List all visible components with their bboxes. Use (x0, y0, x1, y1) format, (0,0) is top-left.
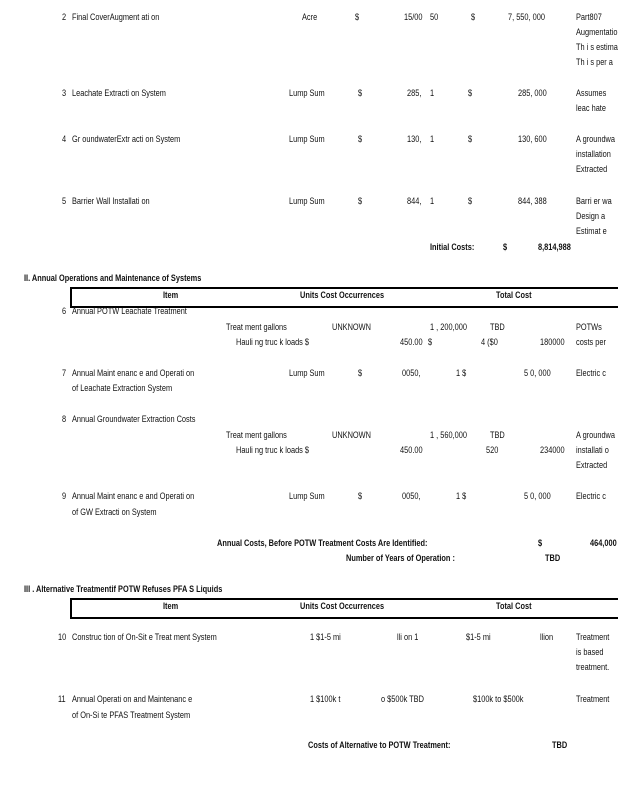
row-4-number: 4 (62, 134, 67, 144)
row-3-currency: $ (358, 88, 363, 98)
row-4-currency: $ (358, 134, 363, 144)
row-5-occurrences: 1 (430, 196, 435, 206)
row-6-hauling-currency: $ (428, 337, 433, 347)
row-4-note-2: installation (576, 149, 611, 159)
row-5-unit: Lump Sum (289, 196, 325, 206)
row-8-treatment-cost: UNKNOWN (332, 430, 371, 440)
row-2-currency-2: $ (471, 12, 476, 22)
row-11-item-line-2: of On-Si te PFAS Treatment System (72, 710, 191, 720)
section-2-col-total: Total Cost (496, 290, 532, 300)
years-of-operation-label: Number of Years of Operation : (346, 553, 455, 563)
section-2-col-item: Item (163, 290, 179, 300)
row-8-item: Annual Groundwater Extraction Costs (72, 414, 196, 424)
row-2-note-1: Part807 (576, 12, 602, 22)
row-9-unit-cost: 0050, (402, 491, 421, 501)
row-11-occurrences: o $500k TBD (381, 694, 424, 704)
row-7-item-line-1: Annual Maint enanc e and Operati on (72, 368, 195, 378)
row-10-note-3: treatment. (576, 662, 610, 672)
row-5-number: 5 (62, 196, 67, 206)
row-11-total: $100k to $500k (473, 694, 524, 704)
row-8-hauling-total: 234000 (540, 445, 565, 455)
section-2-col-units: Units Cost Occurrences (300, 290, 385, 300)
row-5-note-1: Barri er wa (576, 196, 612, 206)
row-7-occurrences: 1 $ (456, 368, 467, 378)
row-10-note-2: is based (576, 647, 604, 657)
row-10-number: 10 (58, 632, 67, 642)
row-8-treatment-label: Treat ment gallons (226, 430, 287, 440)
row-3-note-2: leac hate (576, 103, 606, 113)
row-6-number: 6 (62, 306, 67, 316)
row-7-currency: $ (358, 368, 363, 378)
row-7-item-line-2: of Leachate Extraction System (72, 383, 173, 393)
section-2-title: II. Annual Operations and Maintenance of Systems (24, 273, 202, 283)
row-4-occurrences: 1 (430, 134, 435, 144)
section-3-title: III . Alternative Treatmentif POTW Refuses PFA S Liquids (24, 584, 223, 594)
row-7-unit-cost: 0050, (402, 368, 421, 378)
row-2-item: Final CoverAugment ati on (72, 12, 160, 22)
row-9-item-line-2: of GW Extracti on System (72, 507, 157, 517)
row-10-item: Construc tion of On-Sit e Treat ment System (72, 632, 217, 642)
row-9-currency: $ (358, 491, 363, 501)
row-2-unit-cost: 15/00 (404, 12, 423, 22)
row-2-note-2: Augmentatio (576, 27, 618, 37)
row-2-total: 7, 550, 000 (508, 12, 545, 22)
row-5-item: Barrier Wall Installati on (72, 196, 150, 206)
row-6-treatment-occ: 1 , 200,000 (430, 322, 467, 332)
initial-costs-label: Initial Costs: (430, 242, 475, 252)
row-5-note-2: Design a (576, 211, 606, 221)
row-6-note-1: POTWs (576, 322, 602, 332)
row-7-total: 5 0, 000 (524, 368, 551, 378)
row-9-unit: Lump Sum (289, 491, 325, 501)
row-4-currency-2: $ (468, 134, 473, 144)
row-4-total: 130, 600 (518, 134, 547, 144)
row-4-note-3: Extracted (576, 164, 608, 174)
row-8-hauling-cost: 450.00 (400, 445, 423, 455)
row-2-note-3: Th i s estima (576, 42, 618, 52)
row-2-unit: Acre (302, 12, 318, 22)
row-9-item-line-1: Annual Maint enanc e and Operati on (72, 491, 195, 501)
row-6-hauling-label: Hauli ng truc k loads $ (236, 337, 310, 347)
section-3-col-total: Total Cost (496, 601, 532, 611)
row-6-treatment-tbd: TBD (490, 322, 505, 332)
row-8-treatment-tbd: TBD (490, 430, 505, 440)
row-8-hauling-label: Hauli ng truc k loads $ (236, 445, 310, 455)
row-3-unit-cost: 285, (407, 88, 422, 98)
row-8-note-2: installati o (576, 445, 609, 455)
row-9-occurrences: 1 $ (456, 491, 467, 501)
row-6-hauling-total: 180000 (540, 337, 565, 347)
row-6-treatment-label: Treat ment gallons (226, 322, 287, 332)
row-3-item: Leachate Extracti on System (72, 88, 166, 98)
row-10-total-cont: llion (540, 632, 554, 642)
alternative-costs-label: Costs of Alternative to POTW Treatment: (308, 740, 451, 750)
row-2-occurrences: 50 (430, 12, 439, 22)
row-5-unit-cost: 844, (407, 196, 422, 206)
row-6-hauling-occ: 4 ($0 (481, 337, 498, 347)
annual-costs-label: Annual Costs, Before POTW Treatment Costs Are Identified: (217, 538, 428, 548)
years-of-operation-value: TBD (545, 553, 561, 563)
initial-costs-currency: $ (503, 242, 508, 252)
row-3-unit: Lump Sum (289, 88, 325, 98)
row-4-note-1: A groundwa (576, 134, 615, 144)
row-7-note: Electric c (576, 368, 606, 378)
row-6-hauling-cost: 450.00 (400, 337, 423, 347)
row-9-number: 9 (62, 491, 67, 501)
row-4-item: Gr oundwaterExtr acti on System (72, 134, 181, 144)
row-8-note-3: Extracted (576, 460, 608, 470)
row-8-hauling-occ: 520 (486, 445, 499, 455)
row-3-total: 285, 000 (518, 88, 547, 98)
row-5-note-3: Estimat e (576, 226, 607, 236)
row-8-number: 8 (62, 414, 67, 424)
row-5-total: 844, 388 (518, 196, 547, 206)
row-3-note-1: Assumes (576, 88, 607, 98)
row-6-treatment-cost: UNKNOWN (332, 322, 371, 332)
row-2-note-4: Th i s per a (576, 57, 613, 67)
alternative-costs-value: TBD (552, 740, 568, 750)
row-2-currency: $ (355, 12, 360, 22)
row-10-occurrences: lli on 1 (397, 632, 419, 642)
row-9-total: 5 0, 000 (524, 491, 551, 501)
row-10-note-1: Treatment (576, 632, 610, 642)
row-4-unit-cost: 130, (407, 134, 422, 144)
row-7-number: 7 (62, 368, 67, 378)
row-9-note: Electric c (576, 491, 606, 501)
row-11-units-cost: 1 $100k t (310, 694, 341, 704)
row-3-occurrences: 1 (430, 88, 435, 98)
row-3-currency-2: $ (468, 88, 473, 98)
row-4-unit: Lump Sum (289, 134, 325, 144)
annual-costs-value: 464,000 (590, 538, 617, 548)
section-3-col-units: Units Cost Occurrences (300, 601, 385, 611)
row-6-item: Annual POTW Leachate Treatment (72, 306, 187, 316)
row-10-total: $1-5 mi (466, 632, 491, 642)
row-11-item-line-1: Annual Operati on and Maintenanc e (72, 694, 193, 704)
row-8-note-1: A groundwa (576, 430, 615, 440)
row-7-unit: Lump Sum (289, 368, 325, 378)
row-10-units-cost: 1 $1-5 mi (310, 632, 341, 642)
row-6-note-2: costs per (576, 337, 606, 347)
row-11-note: Treatment (576, 694, 610, 704)
initial-costs-value: 8,814,988 (538, 242, 571, 252)
annual-costs-currency: $ (538, 538, 543, 548)
section-3-col-item: Item (163, 601, 179, 611)
row-8-treatment-occ: 1 , 560,000 (430, 430, 467, 440)
row-5-currency-2: $ (468, 196, 473, 206)
row-2-number: 2 (62, 12, 67, 22)
row-5-currency: $ (358, 196, 363, 206)
row-3-number: 3 (62, 88, 67, 98)
row-11-number: 11 (58, 694, 66, 704)
